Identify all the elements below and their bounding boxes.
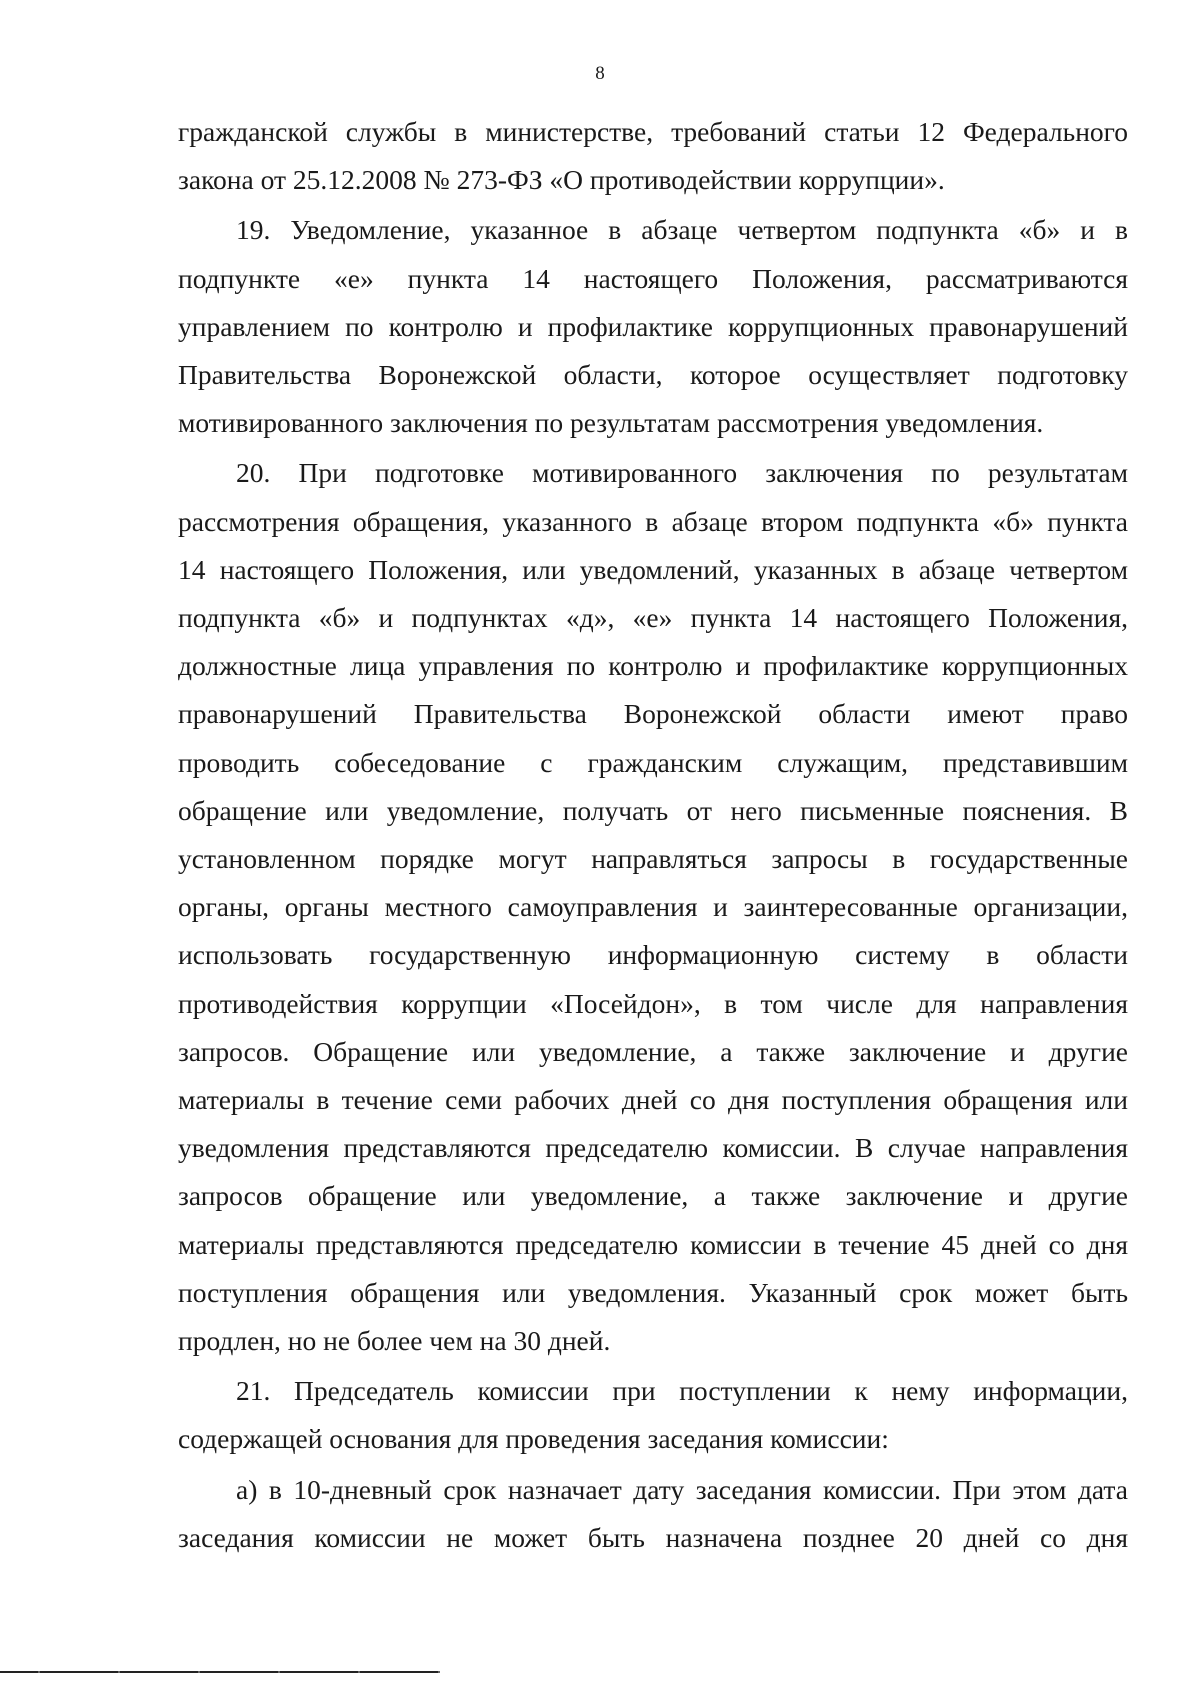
- text-line: запросов. Обращение или уведомление, а также заключение и другие: [178, 1035, 1128, 1067]
- text-line: должностные лица управления по контролю и профилактике коррупционных: [178, 650, 1128, 682]
- text-line: подпункта «б» и подпунктах «д», «е» пункта 14 настоящего Положения,: [178, 602, 1128, 634]
- paragraph-p19: [178, 206, 1128, 447]
- text-line: использовать государственную информационную систему в области: [178, 939, 1128, 971]
- text-line: 14 настоящего Положения, или уведомлений, указанных в абзаце четвертом: [178, 553, 1128, 585]
- text-line: запросов обращение или уведомление, а также заключение и другие: [178, 1180, 1128, 1212]
- document-body: [178, 108, 1128, 1562]
- paragraph-p21: [178, 1367, 1128, 1463]
- footer-rule: [0, 1671, 440, 1673]
- text-line: подпункте «е» пункта 14 настоящего Положения, рассматриваются: [178, 262, 1128, 294]
- text-line: материалы в течение семи рабочих дней со дня поступления обращения или: [178, 1084, 1128, 1116]
- text-line: 21. Председатель комиссии при поступлении к нему информации,: [236, 1375, 1128, 1407]
- text-line: содержащей основания для проведения заседания комиссии:: [178, 1423, 889, 1455]
- paragraph-p20: [178, 449, 1128, 1365]
- page-number: 8: [595, 63, 605, 84]
- text-line: закона от 25.12.2008 № 273-ФЗ «О противодействии коррупции».: [178, 164, 945, 196]
- text-line: гражданской службы в министерстве, требований статьи 12 Федерального: [178, 116, 1128, 147]
- text-line: 19. Уведомление, указанное в абзаце четвертом подпункта «б» и в: [236, 214, 1128, 246]
- text-line: органы, органы местного самоуправления и заинтересованные организации,: [178, 891, 1128, 923]
- text-line: 20. При подготовке мотивированного заключения по результатам: [236, 457, 1128, 489]
- text-line: уведомления представляются председателю комиссии. В случае направления: [178, 1132, 1128, 1164]
- text-line: продлен, но не более чем на 30 дней.: [178, 1325, 611, 1357]
- text-line: обращение или уведомление, получать от него письменные пояснения. В: [178, 794, 1128, 826]
- paragraph-p21a: [178, 1466, 1128, 1562]
- paragraph-p0: [178, 108, 1128, 204]
- text-line: установленном порядке могут направляться запросы в государственные: [178, 843, 1128, 875]
- text-line: рассмотрения обращения, указанного в абзаце втором подпункта «б» пункта: [178, 505, 1128, 537]
- text-line: материалы представляются председателю комиссии в течение 45 дней со дня: [178, 1228, 1128, 1260]
- text-line: Правительства Воронежской области, которое осуществляет подготовку: [178, 359, 1128, 391]
- text-line: управлением по контролю и профилактике коррупционных правонарушений: [178, 310, 1128, 342]
- text-line: противодействия коррупции «Посейдон», в том числе для направления: [178, 987, 1128, 1019]
- text-line: а) в 10-дневный срок назначает дату заседания комиссии. При этом дата: [236, 1473, 1128, 1505]
- text-line: правонарушений Правительства Воронежской области имеют право: [178, 698, 1128, 730]
- text-line: мотивированного заключения по результатам рассмотрения уведомления.: [178, 407, 1044, 439]
- text-line: заседания комиссии не может быть назначена позднее 20 дней со дня: [178, 1521, 1128, 1553]
- text-line: проводить собеседование с гражданским служащим, представившим: [178, 746, 1128, 778]
- text-line: поступления обращения или уведомления. Указанный срок может быть: [178, 1276, 1128, 1308]
